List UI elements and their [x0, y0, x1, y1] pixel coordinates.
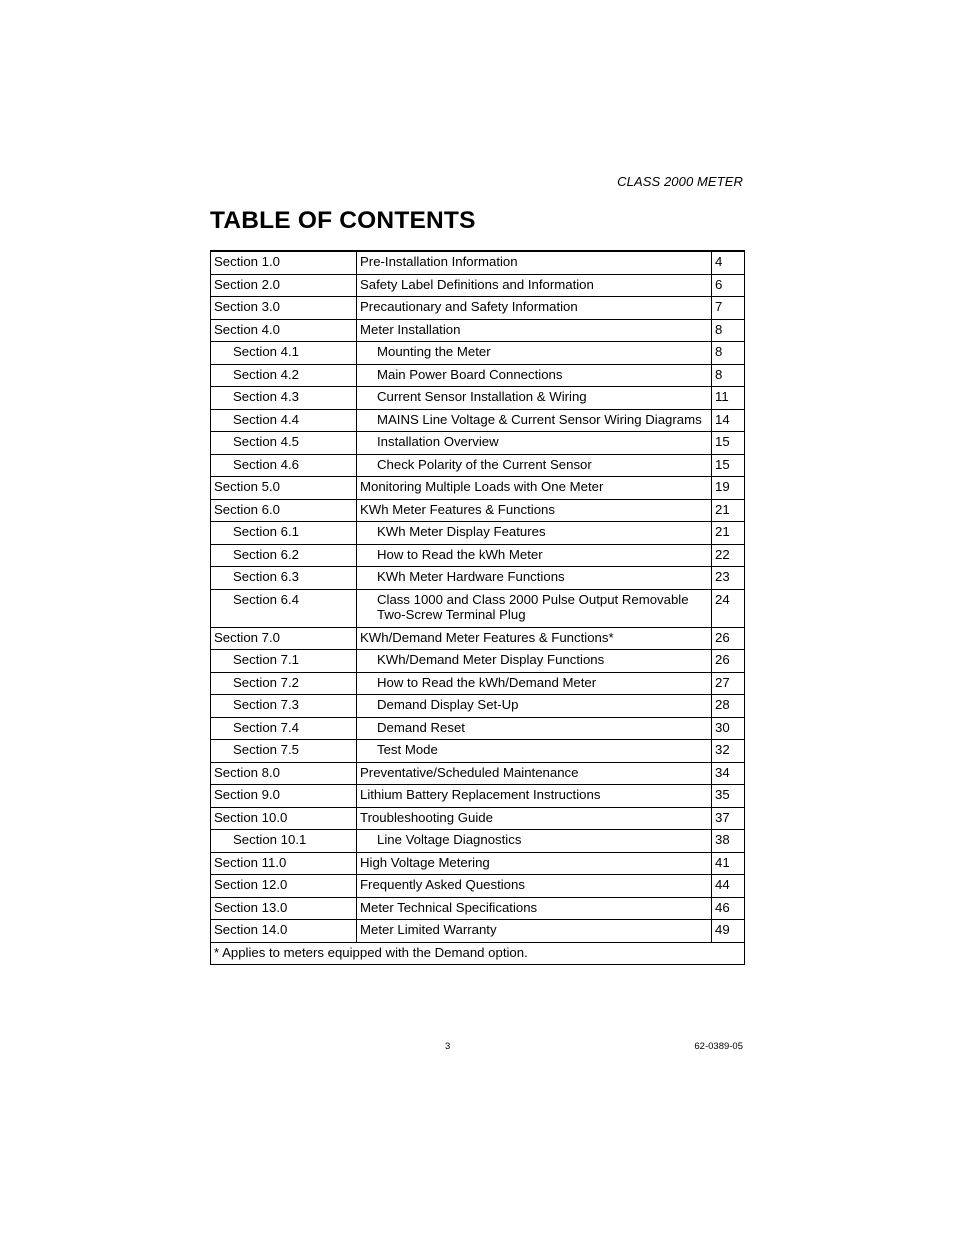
toc-page-number: 35 — [712, 785, 745, 808]
toc-entry-row — [211, 319, 745, 342]
toc-section-number: Section 7.2 — [211, 672, 357, 695]
toc-page-number: 41 — [712, 852, 745, 875]
toc-section-title: Test Mode — [357, 740, 712, 763]
toc-section-title: Lithium Battery Replacement Instructions — [357, 785, 712, 808]
toc-entry-row — [211, 544, 745, 567]
toc-section-number: Section 4.4 — [211, 409, 357, 432]
toc-section-number: Section 9.0 — [211, 785, 357, 808]
toc-footnote: * Applies to meters equipped with the Demand option. — [211, 942, 745, 965]
toc-section-number: Section 11.0 — [211, 852, 357, 875]
page-title: TABLE OF CONTENTS — [210, 207, 476, 234]
toc-entry-row — [211, 920, 745, 943]
running-header: CLASS 2000 METER — [617, 174, 743, 189]
toc-section-number: Section 6.0 — [211, 499, 357, 522]
toc-entry-row — [211, 342, 745, 365]
toc-entry-row — [211, 740, 745, 763]
toc-entry-row — [211, 274, 745, 297]
toc-page-number: 11 — [712, 387, 745, 410]
toc-entry-row — [211, 454, 745, 477]
toc-entry-row — [211, 650, 745, 673]
toc-page-number: 46 — [712, 897, 745, 920]
toc-page-number: 7 — [712, 297, 745, 320]
toc-section-number: Section 4.5 — [211, 432, 357, 455]
toc-section-number: Section 6.3 — [211, 567, 357, 590]
toc-section-number: Section 4.3 — [211, 387, 357, 410]
toc-section-title: Preventative/Scheduled Maintenance — [357, 762, 712, 785]
toc-page-number: 30 — [712, 717, 745, 740]
toc-section-number: Section 6.4 — [211, 589, 357, 627]
toc-entry-row — [211, 251, 745, 274]
toc-page-number: 14 — [712, 409, 745, 432]
toc-section-number: Section 6.1 — [211, 522, 357, 545]
toc-section-title: MAINS Line Voltage & Current Sensor Wiring Diagrams — [357, 409, 712, 432]
toc-page-number: 21 — [712, 499, 745, 522]
toc-section-title: Current Sensor Installation & Wiring — [357, 387, 712, 410]
toc-section-title: Precautionary and Safety Information — [357, 297, 712, 320]
toc-entry-row — [211, 432, 745, 455]
toc-table — [210, 250, 745, 965]
toc-section-title: Meter Installation — [357, 319, 712, 342]
toc-entry-row — [211, 807, 745, 830]
toc-section-number: Section 7.3 — [211, 695, 357, 718]
toc-section-number: Section 4.0 — [211, 319, 357, 342]
toc-page-number: 15 — [712, 432, 745, 455]
toc-page-number: 15 — [712, 454, 745, 477]
toc-page-number: 44 — [712, 875, 745, 898]
toc-section-title: Frequently Asked Questions — [357, 875, 712, 898]
toc-entry-row — [211, 409, 745, 432]
toc-page-number: 37 — [712, 807, 745, 830]
toc-section-title: KWh Meter Features & Functions — [357, 499, 712, 522]
toc-page-number: 21 — [712, 522, 745, 545]
toc-section-title: Demand Display Set-Up — [357, 695, 712, 718]
toc-entry-row — [211, 499, 745, 522]
toc-page-number: 8 — [712, 319, 745, 342]
toc-page-number: 26 — [712, 650, 745, 673]
toc-entry-row — [211, 522, 745, 545]
toc-page-number: 4 — [712, 251, 745, 274]
toc-section-title: Main Power Board Connections — [357, 364, 712, 387]
toc-entry-row — [211, 627, 745, 650]
toc-section-title: Monitoring Multiple Loads with One Meter — [357, 477, 712, 500]
toc-section-number: Section 4.1 — [211, 342, 357, 365]
toc-section-number: Section 14.0 — [211, 920, 357, 943]
toc-page-number: 38 — [712, 830, 745, 853]
toc-section-number: Section 7.0 — [211, 627, 357, 650]
toc-section-number: Section 10.1 — [211, 830, 357, 853]
toc-entry-row — [211, 897, 745, 920]
toc-section-number: Section 2.0 — [211, 274, 357, 297]
page-number: 3 — [445, 1041, 451, 1052]
toc-section-title: Meter Technical Specifications — [357, 897, 712, 920]
toc-section-title: Class 1000 and Class 2000 Pulse Output Removable Two-Screw Terminal Plug — [357, 589, 712, 627]
toc-entry-row — [211, 567, 745, 590]
toc-section-number: Section 7.4 — [211, 717, 357, 740]
toc-section-title: KWh/Demand Meter Display Functions — [357, 650, 712, 673]
toc-section-number: Section 12.0 — [211, 875, 357, 898]
toc-section-title: Troubleshooting Guide — [357, 807, 712, 830]
toc-section-title: Line Voltage Diagnostics — [357, 830, 712, 853]
toc-page-number: 24 — [712, 589, 745, 627]
toc-page-number: 8 — [712, 364, 745, 387]
toc-footnote-row — [211, 942, 745, 965]
toc-section-title: Pre-Installation Information — [357, 251, 712, 274]
toc-entry-row — [211, 477, 745, 500]
toc-page-number: 6 — [712, 274, 745, 297]
toc-page-number: 22 — [712, 544, 745, 567]
toc-entry-row — [211, 589, 745, 627]
toc-section-title: Meter Limited Warranty — [357, 920, 712, 943]
toc-section-title: High Voltage Metering — [357, 852, 712, 875]
toc-section-title: Installation Overview — [357, 432, 712, 455]
toc-entry-row — [211, 364, 745, 387]
toc-section-number: Section 13.0 — [211, 897, 357, 920]
toc-page-number: 26 — [712, 627, 745, 650]
toc-entry-row — [211, 717, 745, 740]
toc-page-number: 27 — [712, 672, 745, 695]
toc-section-title: Demand Reset — [357, 717, 712, 740]
toc-section-number: Section 3.0 — [211, 297, 357, 320]
toc-section-title: Mounting the Meter — [357, 342, 712, 365]
toc-section-number: Section 1.0 — [211, 251, 357, 274]
toc-section-number: Section 5.0 — [211, 477, 357, 500]
toc-entry-row — [211, 762, 745, 785]
toc-section-title: Check Polarity of the Current Sensor — [357, 454, 712, 477]
toc-entry-row — [211, 785, 745, 808]
toc-entry-row — [211, 387, 745, 410]
document-number: 62-0389-05 — [694, 1041, 743, 1052]
toc-section-title: How to Read the kWh Meter — [357, 544, 712, 567]
toc-section-number: Section 10.0 — [211, 807, 357, 830]
toc-section-title: Safety Label Definitions and Information — [357, 274, 712, 297]
toc-section-number: Section 4.2 — [211, 364, 357, 387]
toc-page-number: 8 — [712, 342, 745, 365]
toc-section-number: Section 4.6 — [211, 454, 357, 477]
toc-page-number: 28 — [712, 695, 745, 718]
toc-page-number: 34 — [712, 762, 745, 785]
toc-page-number: 32 — [712, 740, 745, 763]
toc-section-number: Section 6.2 — [211, 544, 357, 567]
toc-section-title: KWh/Demand Meter Features & Functions* — [357, 627, 712, 650]
toc-page-number: 23 — [712, 567, 745, 590]
toc-section-number: Section 7.5 — [211, 740, 357, 763]
toc-entry-row — [211, 297, 745, 320]
toc-section-number: Section 8.0 — [211, 762, 357, 785]
toc-page-number: 49 — [712, 920, 745, 943]
toc-entry-row — [211, 695, 745, 718]
toc-section-title: KWh Meter Display Features — [357, 522, 712, 545]
toc-entry-row — [211, 672, 745, 695]
toc-entry-row — [211, 830, 745, 853]
toc-body — [211, 251, 745, 965]
toc-section-number: Section 7.1 — [211, 650, 357, 673]
toc-page-number: 19 — [712, 477, 745, 500]
toc-section-title: How to Read the kWh/Demand Meter — [357, 672, 712, 695]
toc-entry-row — [211, 852, 745, 875]
toc-section-title: KWh Meter Hardware Functions — [357, 567, 712, 590]
toc-entry-row — [211, 875, 745, 898]
